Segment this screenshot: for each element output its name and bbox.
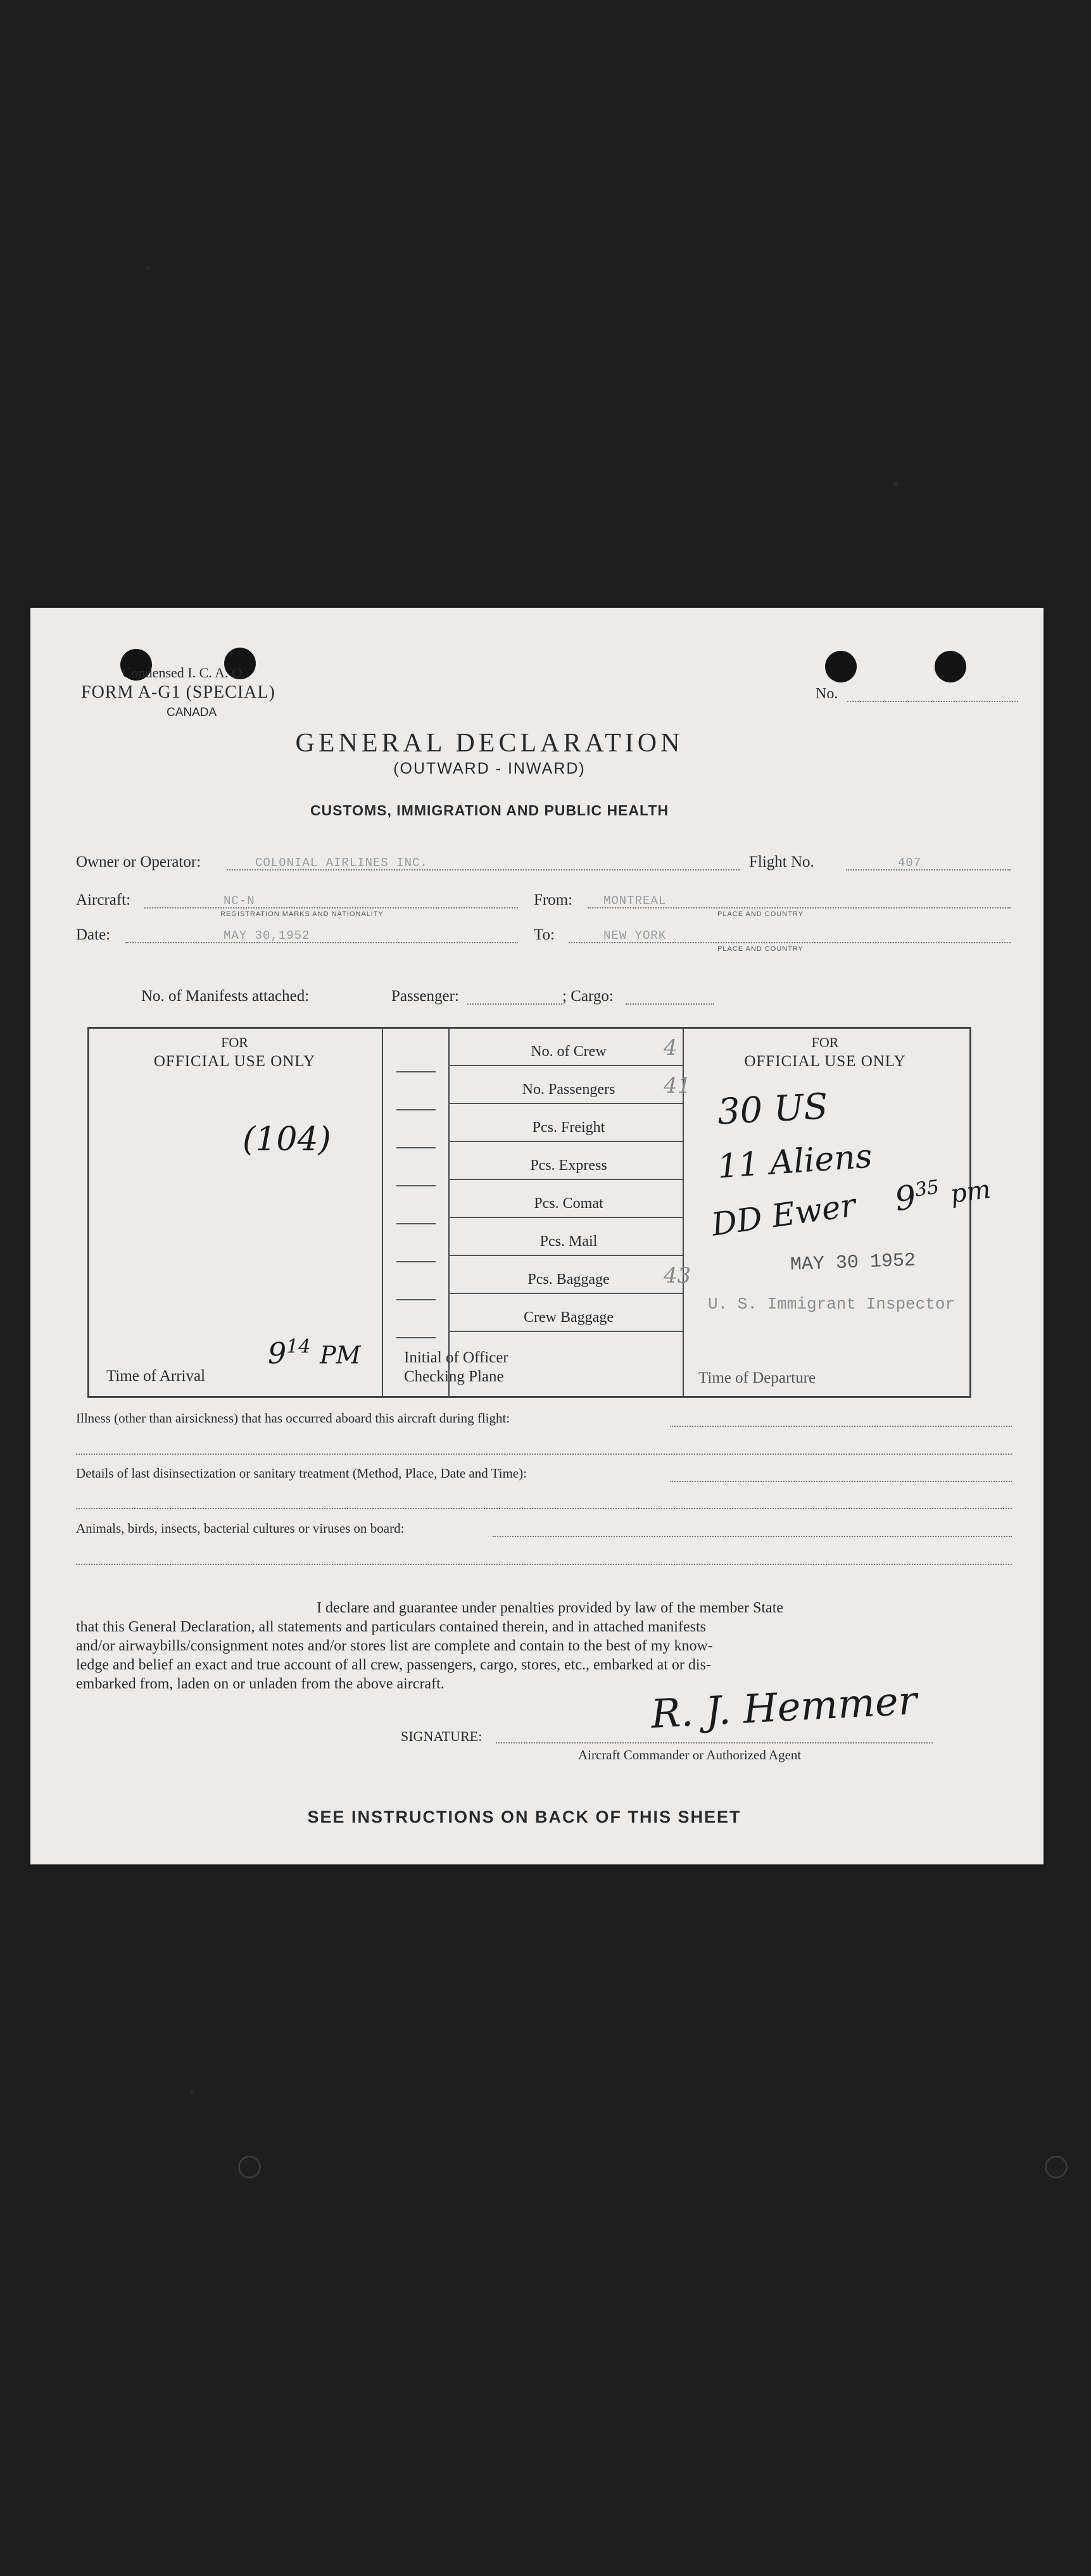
handwritten-us-count: 30 US — [716, 1086, 829, 1133]
disinsectization-line-2 — [76, 1508, 1012, 1509]
arrival-label: Time of Arrival — [106, 1367, 206, 1385]
row-crew-baggage-label: Crew Baggage — [524, 1309, 614, 1326]
owner-value: COLONIAL AIRLINES INC. — [255, 856, 428, 870]
date-value: MAY 30,1952 — [224, 929, 310, 943]
handwritten-time: $9^{35}$ pm — [892, 1174, 993, 1219]
row-baggage-value: 43 — [664, 1263, 691, 1288]
row-passengers-value: 41 — [664, 1073, 691, 1098]
to-label: To: — [534, 926, 555, 943]
declaration-text: I declare and guarantee under penalties provided by law of the member State that this General Declaration, all statements and particulars contained therein, and in attached manifests and/or airwaybills/consignment notes and/or stores list are complete and contain to the best of my know- ledge and belief an exact and true account of all crew, passengers, cargo, stores, etc., embarked at or dis- embarked from, laden on or unladen from the above aircraft. — [76, 1600, 784, 1692]
departure-label: Time of Departure — [698, 1369, 816, 1386]
row-express-label: Pcs. Express — [530, 1157, 607, 1174]
passenger-manifest-label: Passenger: — [391, 988, 459, 1005]
country: CANADA — [167, 706, 217, 719]
passenger-manifest-line — [467, 1003, 562, 1005]
signature-handwritten: R. J. Hemmer — [650, 1677, 918, 1737]
inspection-date-stamp: MAY 30 1952 — [790, 1250, 916, 1276]
form-title: GENERAL DECLARATION — [295, 729, 684, 758]
arrival-time-handwritten: $9^{14}$ PM — [268, 1336, 361, 1371]
right-official-heading: FOR OFFICIAL USE ONLY — [744, 1034, 906, 1070]
aircraft-label: Aircraft: — [76, 891, 131, 908]
illness-line-1 — [670, 1426, 1012, 1427]
flight-line — [846, 869, 1011, 870]
form-scope: CUSTOMS, IMMIGRATION AND PUBLIC HEALTH — [310, 802, 669, 819]
disinsectization-label: Details of last disinsectization or sanitary treatment (Method, Place, Date and Time): — [76, 1466, 527, 1481]
date-line — [125, 942, 518, 943]
form-subtitle: (OUTWARD - INWARD) — [393, 760, 586, 777]
from-caption: PLACE AND COUNTRY — [717, 910, 804, 918]
from-value: MONTREAL — [603, 894, 667, 908]
illness-line-2 — [76, 1454, 1012, 1455]
to-value: NEW YORK — [603, 929, 667, 943]
flight-label: Flight No. — [749, 853, 814, 870]
punch-hole — [825, 651, 857, 682]
illness-label: Illness (other than airsickness) that has occurred aboard this aircraft during flight: — [76, 1411, 510, 1426]
handwritten-aliens-count: 11 Aliens — [716, 1137, 874, 1186]
date-label: Date: — [76, 926, 111, 943]
row-freight-label: Pcs. Freight — [532, 1119, 605, 1136]
animals-line-2 — [76, 1564, 1012, 1565]
film-mark-left — [238, 2156, 261, 2178]
flight-value: 407 — [898, 856, 922, 870]
form-number-line — [847, 701, 1018, 702]
disinsectization-line-1 — [670, 1481, 1012, 1482]
row-baggage-label: Pcs. Baggage — [527, 1271, 610, 1288]
manifests-label: No. of Manifests attached: — [141, 988, 310, 1005]
tally-column — [391, 1027, 441, 1369]
row-mail-label: Pcs. Mail — [539, 1233, 598, 1250]
handwritten-count: (104) — [243, 1121, 331, 1159]
instructions-footer: SEE INSTRUCTIONS ON BACK OF THIS SHEET — [307, 1807, 741, 1826]
signature-line — [496, 1742, 933, 1744]
initial-of-officer-label: Initial of Officer Checking Plane — [404, 1349, 508, 1385]
from-label: From: — [534, 891, 573, 908]
owner-label: Owner or Operator: — [76, 853, 201, 870]
film-mark-right — [1045, 2156, 1068, 2178]
general-declaration-form — [30, 608, 1044, 1864]
to-caption: PLACE AND COUNTRY — [717, 945, 804, 953]
signature-caption: Aircraft Commander or Authorized Agent — [578, 1747, 802, 1762]
row-passengers-label: No. Passengers — [522, 1081, 615, 1098]
row-comat-label: Pcs. Comat — [534, 1195, 603, 1212]
aircraft-value: NC-N — [224, 894, 255, 908]
cargo-manifest-line — [626, 1003, 714, 1005]
form-code: FORM A-G1 (SPECIAL) — [81, 682, 275, 702]
aircraft-caption: REGISTRATION MARKS AND NATIONALITY — [220, 910, 384, 918]
aircraft-line — [144, 907, 518, 908]
cargo-manifest-label: ; Cargo: — [562, 988, 614, 1005]
signature-label: SIGNATURE: — [401, 1728, 482, 1744]
inspector-title-stamp: U. S. Immigrant Inspector — [708, 1295, 955, 1314]
row-crew-value: 4 — [664, 1035, 678, 1060]
animals-label: Animals, birds, insects, bacterial cultures or viruses on board: — [76, 1521, 405, 1536]
handwritten-initials: DD Ewer — [709, 1186, 858, 1243]
left-official-heading: FOR OFFICIAL USE ONLY — [153, 1034, 316, 1070]
animals-line-1 — [493, 1536, 1012, 1537]
form-number-label: No. — [816, 686, 838, 702]
punch-hole — [935, 651, 966, 682]
row-crew-label: No. of Crew — [531, 1043, 607, 1060]
icao-line: Condensed I. C. A. O. — [122, 665, 246, 681]
